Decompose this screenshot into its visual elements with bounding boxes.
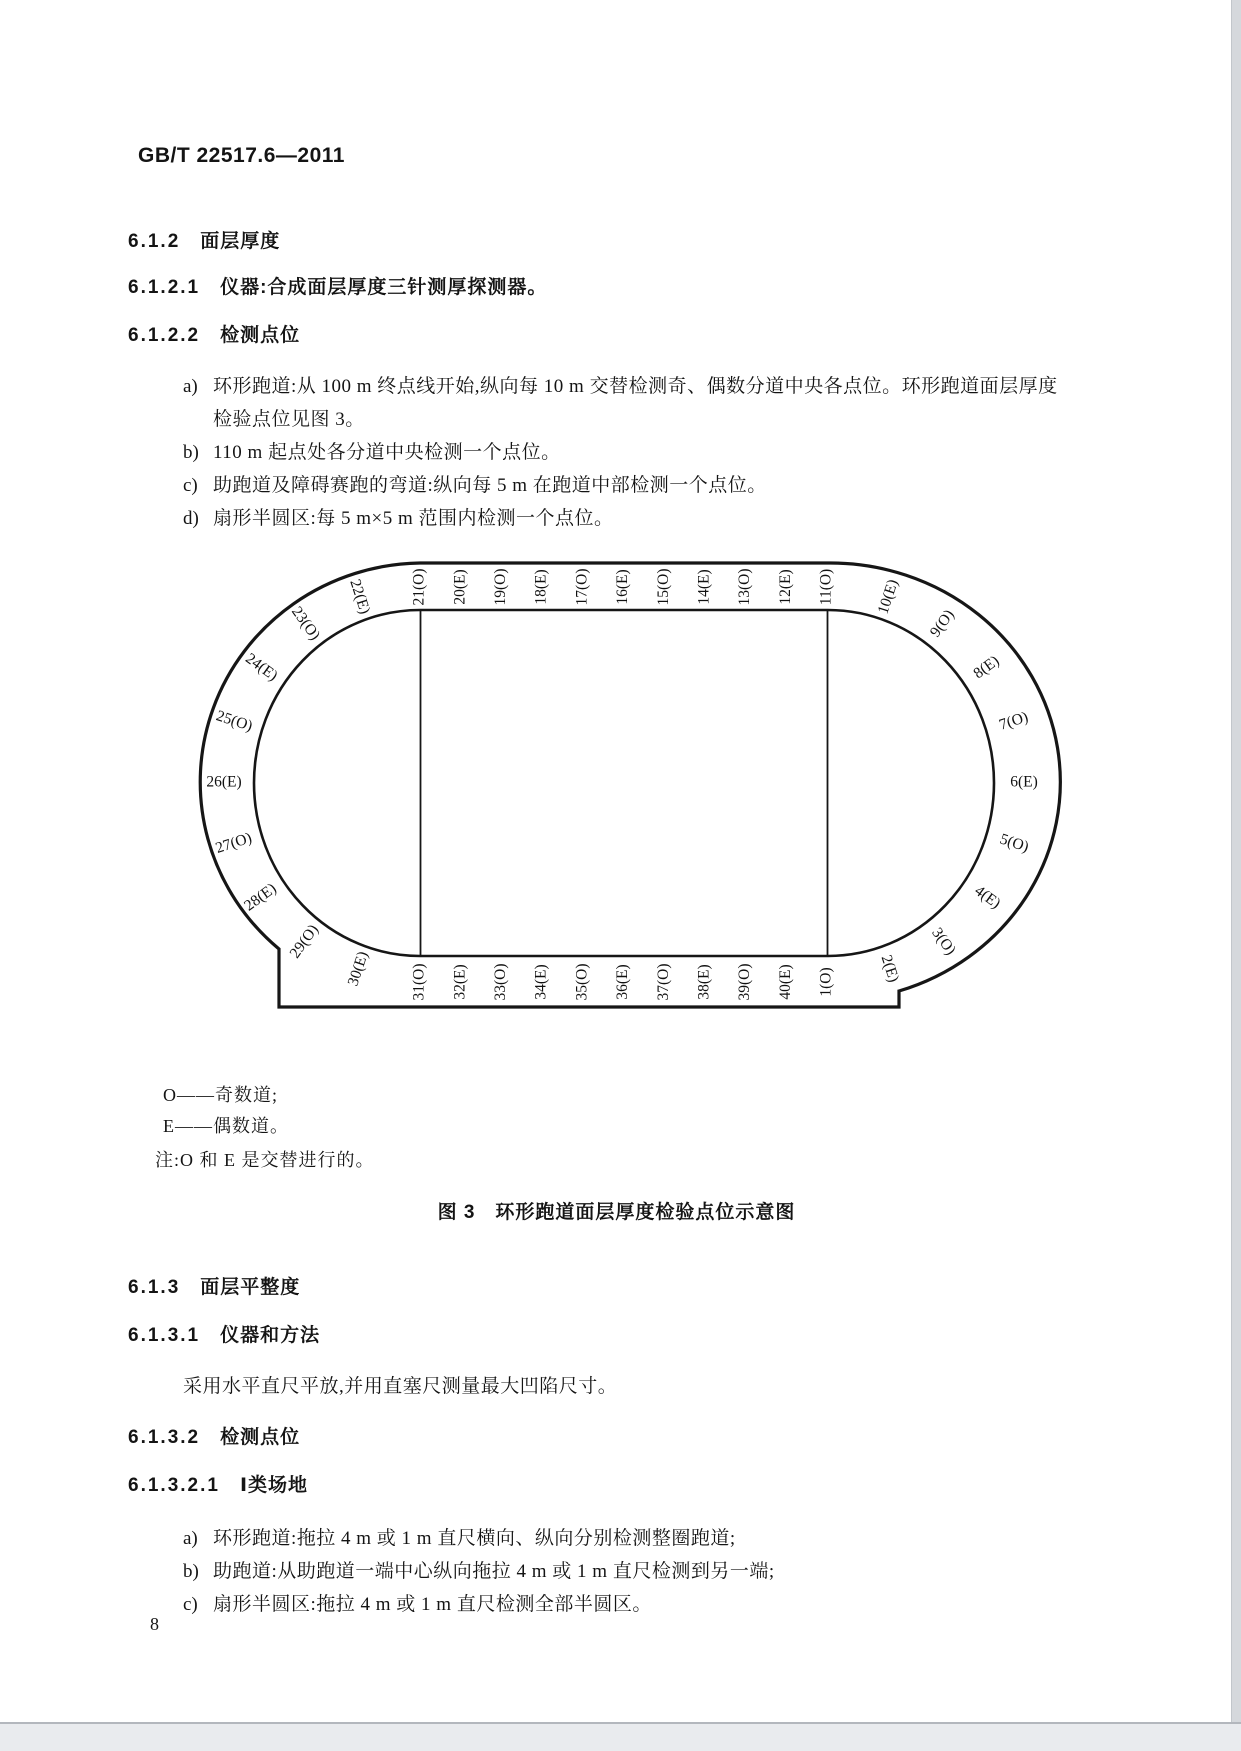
track-point-label: 30(E) [344,949,372,989]
figure-3-track-diagram [175,545,1075,1023]
track-inner-boundary [254,610,994,956]
track-point-label: 29(O) [286,921,323,962]
list-item-marker: c) [183,475,198,496]
track-point-label: 17(O) [573,568,591,606]
track-point-label: 6(E) [1010,773,1038,791]
heading-number: 6.1.3.2 [128,1427,201,1448]
track-point-label: 13(O) [736,568,754,606]
heading-title: 检测点位 [220,1427,301,1448]
heading-number: 6.1.3.2.1 [128,1475,220,1496]
track-point-label: 40(E) [776,964,794,1000]
heading-title: Ⅰ类场地 [239,1475,309,1496]
heading-number: 6.1.2.2 [128,325,201,346]
list-item-text: 110 m 起点处各分道中央检测一个点位。 [213,442,561,463]
list-item-marker: d) [183,508,199,529]
legend-even-lanes: E——偶数道。 [163,1116,289,1136]
heading-6-1-3-2 [128,1422,300,1449]
heading-number: 6.1.3 [128,1277,181,1298]
heading-title: 仪器和方法 [220,1325,321,1346]
heading-number: 6.1.2 [128,231,181,252]
track-point-label: 27(O) [213,829,254,857]
heading-number: 6.1.2.1 [128,277,201,298]
track-point-label: 37(O) [654,963,672,1001]
heading-6-1-2-2 [128,320,300,347]
track-point-label: 8(E) [970,652,1003,683]
list-item-marker: b) [183,1561,199,1582]
track-point-label: 28(E) [241,879,280,915]
heading-number: 6.1.3.1 [128,1325,201,1346]
list-item-marker: a) [183,1528,198,1549]
track-point-label: 19(O) [491,568,509,606]
track-point-label: 3(O) [928,924,960,959]
heading-6-1-2 [128,226,280,253]
heading-title: 面层平整度 [200,1277,301,1298]
list-item-text: 扇形半圆区:每 5 m×5 m 范围内检测一个点位。 [213,508,614,529]
track-point-label: 32(E) [451,964,469,1000]
track-point-label: 39(O) [736,963,754,1001]
track-point-label: 31(O) [410,963,428,1001]
track-point-label: 4(E) [971,882,1004,913]
track-point-label: 23(O) [287,603,324,644]
scan-edge-right [1231,0,1241,1751]
track-point-label: 11(O) [817,568,835,606]
heading-title: 检测点位 [220,325,301,346]
track-point-label: 20(E) [451,569,469,605]
track-point-label: 15(O) [654,568,672,606]
track-point-label: 12(E) [776,569,794,605]
list-item-text: 扇形半圆区:拖拉 4 m 或 1 m 直尺检测全部半圆区。 [213,1594,652,1615]
list-item-text: 助跑道及障碍赛跑的弯道:纵向每 5 m 在跑道中部检测一个点位。 [213,475,767,496]
track-point-label: 7(O) [997,708,1031,734]
track-point-label: 36(E) [614,964,632,1000]
track-point-label: 38(E) [695,964,713,1000]
figure-caption: 图 3 环形跑道面层厚度检验点位示意图 [437,1202,796,1223]
track-point-label: 9(O) [926,606,958,641]
list-item-text: 环形跑道:拖拉 4 m 或 1 m 直尺横向、纵向分别检测整圈跑道; [213,1528,736,1549]
track-point-label: 14(E) [695,569,713,605]
legend-odd-lanes: O——奇数道; [163,1085,278,1105]
track-point-label: 25(O) [214,707,255,735]
track-point-label: 2(E) [877,952,903,985]
list-item-marker: a) [183,376,198,397]
heading-6-1-3 [128,1272,300,1299]
figure-note: 注:O 和 E 是交替进行的。 [155,1150,375,1170]
scan-edge-bottom [0,1722,1241,1751]
standard-number: GB/T 22517.6—2011 [138,144,345,167]
track-point-label: 5(O) [997,830,1031,856]
track-point-label: 26(E) [206,773,242,791]
track-point-label: 16(E) [614,569,632,605]
list-item-marker: b) [183,442,199,463]
track-point-label: 24(E) [242,649,281,685]
page-number: 8 [150,1614,159,1634]
track-point-label: 35(O) [573,963,591,1001]
heading-title: 仪器:合成面层厚度三针测厚探测器。 [220,277,548,298]
list-item-text: 助跑道:从助跑道一端中心纵向拖拉 4 m 或 1 m 直尺检测到另一端; [213,1561,775,1582]
track-point-label: 33(O) [491,963,509,1001]
track-point-label: 22(E) [346,577,374,617]
track-point-label: 21(O) [410,568,428,606]
list-item-text: 环形跑道:从 100 m 终点线开始,纵向每 10 m 交替检测奇、偶数分道中央各点位。环形跑道面层厚度检验点位见图 3。 [213,376,1058,430]
track-point-label: 34(E) [532,964,550,1000]
paragraph-6-1-3-1: 采用水平直尺平放,并用直塞尺测量最大凹陷尺寸。 [183,1376,618,1397]
heading-title: 面层厚度 [200,231,281,252]
track-point-label: 1(O) [817,967,835,997]
list-item-marker: c) [183,1594,198,1615]
heading-6-1-2-1 [128,272,547,299]
track-point-label: 10(E) [874,577,902,617]
heading-6-1-3-1 [128,1320,320,1347]
heading-6-1-3-2-1 [128,1470,308,1497]
track-point-label: 18(E) [532,569,550,605]
